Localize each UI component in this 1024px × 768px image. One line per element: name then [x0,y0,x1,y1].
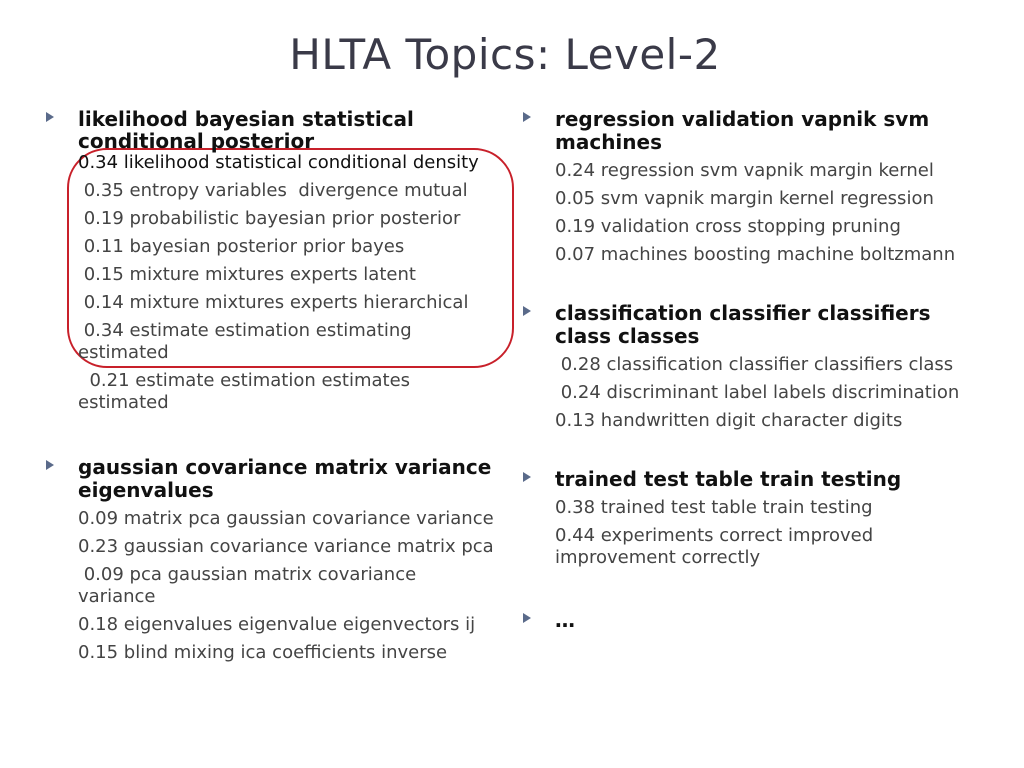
topic-item: 0.23 gaussian covariance variance matrix pca [78,536,494,557]
topic-heading: classification classifier classifiers class classes [555,301,931,348]
topic-item: 0.15 blind mixing ica coefficients inverse [78,642,448,663]
topic-item: 0.13 handwritten digit character digits [555,410,903,431]
topic-item: 0.09 matrix pca gaussian covariance variance [78,508,494,529]
topic-heading: likelihood bayesian statistical conditional posterior [78,107,414,153]
topic-item: 0.18 eigenvalues eigenvalue eigenvectors ij [78,614,476,635]
topic-item: 0.38 trained test table train testing [555,497,873,518]
topic-heading: trained test table train testing [555,467,902,491]
topic-item: 0.28 classification classifier classifiers class [555,354,954,375]
topic-group-classification [523,302,973,432]
topic-item: 0.24 regression svm vapnik margin kernel [555,160,934,181]
bullet-arrow-icon [46,112,54,122]
topic-item: 0.09 pca gaussian matrix covariance variance [78,564,422,607]
bullet-arrow-icon [523,112,531,122]
bullet-arrow-icon [523,613,531,623]
topic-item: 0.35 entropy variables divergence mutual [78,180,468,201]
topic-heading: … [555,608,575,632]
topic-item: 0.15 mixture mixtures experts latent [78,264,416,285]
topic-item: 0.19 probabilistic bayesian prior posterior [78,208,461,229]
slide-title: HLTA Topics: Level-2 [289,30,721,79]
topic-item: 0.11 bayesian posterior prior bayes [78,236,405,257]
topic-group-gaussian [46,456,496,664]
topic-group-ellipsis [523,609,973,632]
topic-heading: regression validation vapnik svm machines [555,107,930,154]
bullet-arrow-icon [46,460,54,470]
topic-item: 0.05 svm vapnik margin kernel regression [555,188,934,209]
bullet-arrow-icon [523,306,531,316]
left-column [46,108,496,670]
topic-item: 0.34 estimate estimation estimating estimated [78,320,418,363]
topic-heading: gaussian covariance matrix variance eigenvalues [78,455,492,502]
topic-group-likelihood [46,108,496,414]
topic-item: 0.24 discriminant label labels discrimination [555,382,960,403]
bullet-arrow-icon [523,472,531,482]
topic-item: 0.21 estimate estimation estimates estimated [78,370,416,413]
topic-item: 0.07 machines boosting machine boltzmann [555,244,956,265]
topic-group-trained [523,468,973,569]
topic-item: 0.19 validation cross stopping pruning [555,216,901,237]
topic-item: 0.14 mixture mixtures experts hierarchical [78,292,469,313]
topic-group-regression [523,108,973,266]
topic-item: 0.44 experiments correct improved improvement correctly [555,525,879,568]
topic-item: 0.34 likelihood statistical conditional density [78,152,479,173]
right-column [523,108,973,638]
